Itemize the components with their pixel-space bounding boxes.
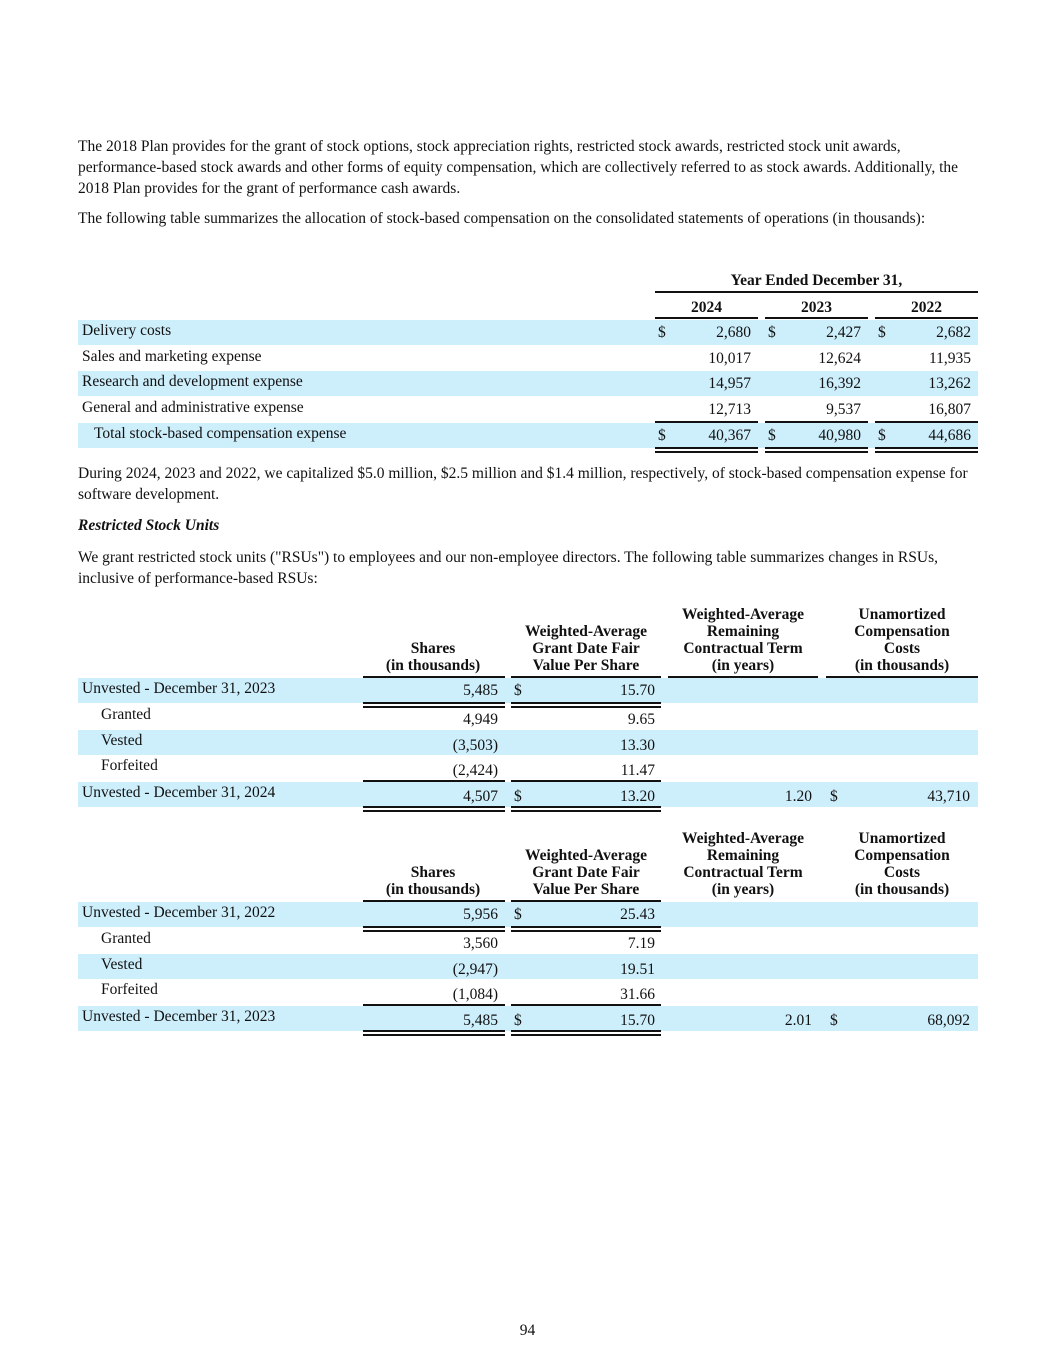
shares-value: 4,949 <box>463 711 498 728</box>
total-double-rule <box>655 447 758 453</box>
shares-value: 4,507 <box>463 788 498 805</box>
value-2024: 14,957 <box>708 375 751 392</box>
row-label: Forfeited <box>101 981 158 998</box>
capitalized-paragraph: During 2024, 2023 and 2022, we capitalized $5.0 million, $2.5 million and $1.4 million, respectively, of stock-based compensation expense for software development. <box>78 465 968 503</box>
costs-header <box>826 606 978 674</box>
currency-symbol: $ <box>514 1012 522 1029</box>
value-2024: 40,367 <box>708 427 751 444</box>
term-header <box>668 606 818 674</box>
year-header-2023: 2023 <box>801 299 832 316</box>
costs-value: 68,092 <box>927 1012 970 1029</box>
header-line: Unamortized <box>858 606 946 623</box>
header-line: (in years) <box>711 657 775 674</box>
header-line: Value Per Share <box>532 657 640 674</box>
table-row <box>78 678 978 703</box>
rsu-table-2023 <box>78 829 978 1039</box>
header-line: Costs <box>883 640 921 657</box>
fair-value-header <box>511 623 661 674</box>
fair-value: 25.43 <box>620 906 655 923</box>
term-header <box>668 830 818 898</box>
header-line: Remaining <box>706 623 780 640</box>
table-row <box>78 782 978 807</box>
fair-value: 7.19 <box>627 935 655 952</box>
total-double-rule <box>363 1030 505 1036</box>
table-row <box>78 371 978 396</box>
total-double-rule <box>511 1030 661 1036</box>
currency-symbol: $ <box>768 427 776 444</box>
value-2023: 40,980 <box>818 427 861 444</box>
shares-value: 3,560 <box>463 935 498 952</box>
value-2024: 12,713 <box>708 401 751 418</box>
row-label: Unvested - December 31, 2023 <box>82 1008 276 1025</box>
currency-symbol: $ <box>830 788 838 805</box>
shares-value: 5,956 <box>463 906 498 923</box>
value-2022: 2,682 <box>936 324 971 341</box>
term-value: 1.20 <box>784 788 812 805</box>
header-line: Grant Date Fair <box>532 864 640 881</box>
table1-intro-paragraph: The following table summarizes the allocation of stock-based compensation on the consolidated statements of operations (in thousands): <box>78 210 926 227</box>
fair-value: 11.47 <box>620 762 655 779</box>
fair-value: 13.20 <box>620 788 655 805</box>
header-line: Unamortized <box>858 830 946 847</box>
term-value: 2.01 <box>784 1012 812 1029</box>
shares-header <box>363 864 503 898</box>
value-2022: 13,262 <box>928 375 971 392</box>
costs-header <box>826 830 978 898</box>
page-number: 94 <box>519 1322 536 1339</box>
shares-value: (1,084) <box>452 986 498 1003</box>
row-label: Sales and marketing expense <box>82 348 262 365</box>
currency-symbol: $ <box>658 324 666 341</box>
row-label: Delivery costs <box>82 322 172 339</box>
shares-value: 5,485 <box>463 682 498 699</box>
total-double-rule <box>765 447 868 453</box>
table-row <box>78 755 978 780</box>
year-header-2024: 2024 <box>691 299 722 316</box>
value-2024: 2,680 <box>716 324 751 341</box>
value-2023: 12,624 <box>818 350 861 367</box>
rsu-intro-paragraph: We grant restricted stock units ("RSUs") to employees and our non-employee directors. The following table summarizes changes in RSUs, inclusive of performance-based RSUs: <box>78 549 938 587</box>
currency-symbol: $ <box>878 427 886 444</box>
year-rule <box>875 317 978 319</box>
shares-header <box>363 640 503 674</box>
total-double-rule <box>875 447 978 453</box>
currency-symbol: $ <box>768 324 776 341</box>
value-2022: 44,686 <box>928 427 971 444</box>
table-row <box>78 979 978 1004</box>
table-row <box>78 902 978 927</box>
header-line: Grant Date Fair <box>532 640 640 657</box>
header-line: Compensation <box>854 623 950 640</box>
year-rule <box>655 317 758 319</box>
header-line: Shares <box>410 640 456 657</box>
rsu-section-heading: Restricted Stock Units <box>78 517 220 534</box>
table-row <box>78 704 978 729</box>
rsu-table-2024 <box>78 605 978 815</box>
row-label: Total stock-based compensation expense <box>94 425 347 442</box>
header-rule <box>655 291 978 293</box>
table-row <box>78 928 978 953</box>
row-label: Forfeited <box>101 757 158 774</box>
fair-value: 9.65 <box>627 711 655 728</box>
header-line: Compensation <box>854 847 950 864</box>
total-double-rule <box>363 806 505 812</box>
row-label: Unvested - December 31, 2024 <box>82 784 276 801</box>
table-row <box>78 320 978 345</box>
header-line: Shares <box>410 864 456 881</box>
row-label: Vested <box>101 732 143 749</box>
row-label: Research and development expense <box>82 373 303 390</box>
total-double-rule <box>511 806 661 812</box>
currency-symbol: $ <box>878 324 886 341</box>
shares-value: (2,424) <box>452 762 498 779</box>
year-header-2022: 2022 <box>911 299 942 316</box>
header-line: (in thousands) <box>385 657 481 674</box>
header-line: Contractual Term <box>683 864 803 881</box>
currency-symbol: $ <box>514 906 522 923</box>
row-label: Unvested - December 31, 2023 <box>82 680 276 697</box>
header-line: Costs <box>883 864 921 881</box>
table-row <box>78 1006 978 1031</box>
value-2024: 10,017 <box>708 350 751 367</box>
shares-value: (2,947) <box>452 961 498 978</box>
header-line: (in thousands) <box>385 881 481 898</box>
fair-value: 13.30 <box>620 737 655 754</box>
fair-value: 15.70 <box>620 682 655 699</box>
currency-symbol: $ <box>514 788 522 805</box>
table-row <box>78 954 978 979</box>
fair-value-header <box>511 847 661 898</box>
currency-symbol: $ <box>830 1012 838 1029</box>
currency-symbol: $ <box>658 427 666 444</box>
year-rule <box>765 317 868 319</box>
fair-value: 15.70 <box>620 1012 655 1029</box>
value-2022: 16,807 <box>928 401 971 418</box>
header-line: (in thousands) <box>854 881 950 898</box>
value-2022: 11,935 <box>928 350 971 367</box>
value-2023: 16,392 <box>818 375 861 392</box>
header-line: Value Per Share <box>532 881 640 898</box>
total-row <box>78 423 978 448</box>
header-line: Contractual Term <box>683 640 803 657</box>
year-ended-header: Year Ended December 31, <box>730 272 903 289</box>
stock-comp-table <box>78 270 978 455</box>
header-line: (in years) <box>711 881 775 898</box>
shares-value: 5,485 <box>463 1012 498 1029</box>
fair-value: 31.66 <box>620 986 655 1003</box>
table-row <box>78 346 978 371</box>
costs-value: 43,710 <box>927 788 970 805</box>
currency-symbol: $ <box>514 682 522 699</box>
table-row <box>78 397 978 422</box>
value-2023: 9,537 <box>826 401 861 418</box>
row-label: Granted <box>101 706 151 723</box>
table-row <box>78 730 978 755</box>
value-2023: 2,427 <box>826 324 861 341</box>
shares-value: (3,503) <box>452 737 498 754</box>
fair-value: 19.51 <box>620 961 655 978</box>
row-label: Unvested - December 31, 2022 <box>82 904 276 921</box>
header-line: Weighted-Average <box>682 830 804 847</box>
header-line: Weighted-Average <box>525 623 647 640</box>
header-line: Weighted-Average <box>525 847 647 864</box>
header-line: (in thousands) <box>854 657 950 674</box>
row-label: Granted <box>101 930 151 947</box>
header-line: Remaining <box>706 847 780 864</box>
row-label: Vested <box>101 956 143 973</box>
row-label: General and administrative expense <box>82 399 304 416</box>
header-line: Weighted-Average <box>682 606 804 623</box>
intro-paragraph: The 2018 Plan provides for the grant of stock options, stock appreciation rights, restricted stock awards, restricted stock unit awards, performance-based stock awards and other forms of equity compensation, which are collectively referred to as stock awards. Additionally, the 2018 Plan provides for the grant of performance cash awards. <box>78 138 959 197</box>
